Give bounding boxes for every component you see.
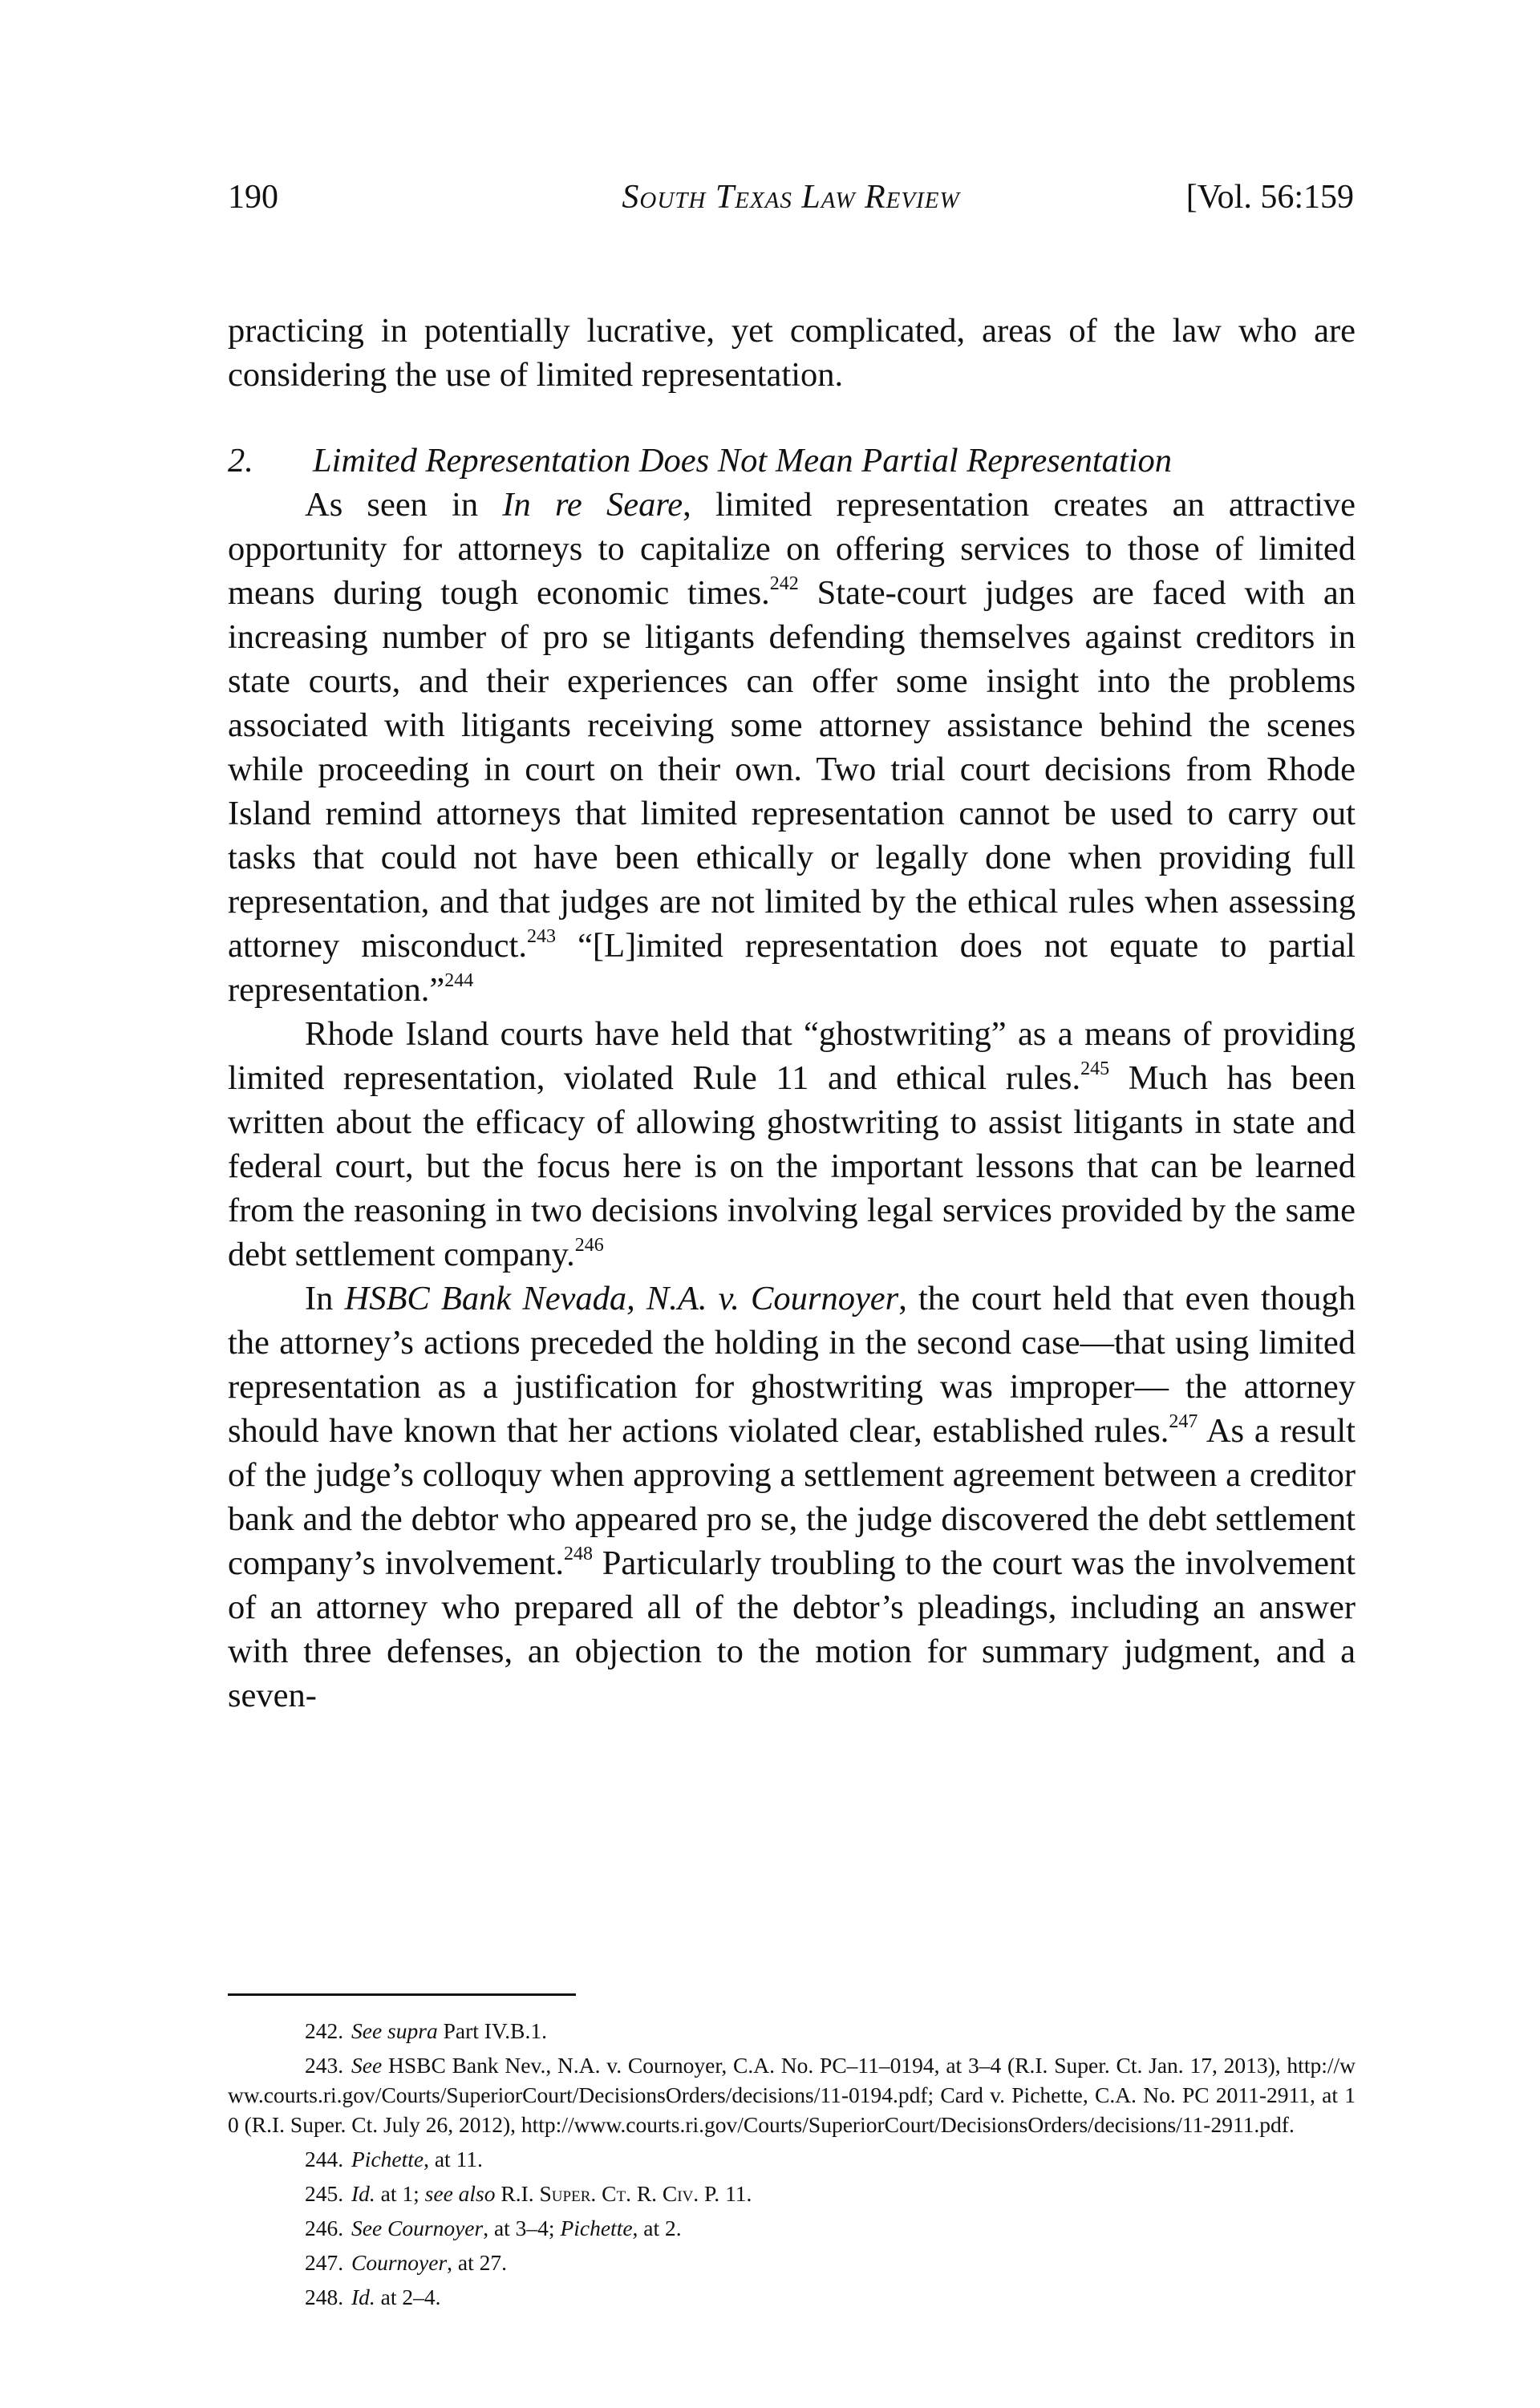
- footnote-242: [228, 2016, 1356, 2046]
- article-body: [228, 309, 1356, 1718]
- text-run: “[L]imited representation does not equate to partial representation.”: [228, 927, 1356, 1009]
- footnote-244: [228, 2144, 1356, 2174]
- footnote-text: at 2–4.: [375, 2285, 441, 2309]
- signal: See Cournoyer: [351, 2216, 484, 2240]
- footnote-243: [228, 2050, 1356, 2139]
- text-run: Particularly troubling to the court was the involvement of an attorney who prepared all of the debtor’s pleadings, including an answer with three defenses, an objection to the motion for summary judgment, and a seven-: [228, 1544, 1356, 1714]
- subheading-title: Limited Representation Does Not Mean Partial Representation: [313, 442, 1173, 480]
- subheading-number: 2.: [228, 442, 253, 480]
- case-name: HSBC Bank Nevada, N.A. v. Cournoyer: [344, 1280, 899, 1317]
- footnote-text: 11.: [719, 2181, 752, 2206]
- continued-paragraph: practicing in potentially lucrative, yet complicated, areas of the law who are considering the use of limited representation.: [228, 312, 1356, 394]
- footnote-ref: 243: [526, 926, 556, 947]
- rule-citation: Super. Ct. R. Civ. P.: [539, 2181, 720, 2206]
- text-run: , the court held that even though the attorney’s actions preceded the holding in the second case—that using limited representation as a justification for ghostwriting was improper— the attorney should have known that her actions violated clear, established rules.: [228, 1280, 1356, 1450]
- signal: see also: [424, 2181, 496, 2206]
- case-name: Pichette: [560, 2216, 633, 2240]
- volume-citation: [Vol. 56:159: [1185, 179, 1354, 216]
- case-name: In re Seare: [502, 486, 683, 524]
- text-run: , limited representation creates an attractive opportunity for attorneys to capitalize on offering services to those of limited means during tough economic times.: [228, 486, 1356, 612]
- signal: Id.: [351, 2181, 375, 2206]
- footnote-number: 245.: [305, 2181, 344, 2206]
- footnote-text: HSBC Bank Nev., N.A. v. Cournoyer, C.A. No. PC–11–0194, at 3–4 (R.I. Super. Ct. Jan. 17, 2013), http://www.courts.ri.gov/Courts/SuperiorCourt/DecisionsOrders/decisions/11-0194.pdf; Card v. Pichette, C.A. No. PC 2011-2911, at 10 (R.I. Super. Ct. July 26, 2012), http://www.courts.ri.gov/Courts/SuperiorCourt/DecisionsOrders/decisions/11-2911.pdf.: [228, 2053, 1356, 2137]
- signal: Id.: [351, 2285, 375, 2309]
- case-name: Pichette: [351, 2147, 424, 2171]
- footnote-number: 244.: [305, 2147, 344, 2171]
- footnote-ref: 248: [563, 1544, 593, 1564]
- paragraph-seare: [228, 483, 1356, 1012]
- signal: See supra: [351, 2018, 438, 2043]
- footnote-number: 243.: [305, 2053, 344, 2078]
- footnote-divider: [228, 1993, 576, 1996]
- footnote-text: , at 2.: [632, 2216, 682, 2240]
- footnote-248: [228, 2282, 1356, 2312]
- footnote-number: 246.: [305, 2216, 344, 2240]
- footnote-number: 242.: [305, 2018, 344, 2043]
- footnote-246: [228, 2213, 1356, 2243]
- footnote-ref: 246: [574, 1235, 604, 1256]
- footnote-number: 248.: [305, 2285, 344, 2309]
- page-number: 190: [228, 179, 278, 216]
- footnote-ref: 242: [769, 573, 799, 594]
- footnote-ref: 244: [444, 970, 474, 991]
- footnote-ref: 245: [1080, 1058, 1110, 1079]
- signal: See: [351, 2053, 383, 2078]
- paragraph-cournoyer: [228, 1277, 1356, 1718]
- text-run: As seen in: [305, 486, 503, 524]
- text-run: Much has been written about the efficacy of allowing ghostwriting to assist litigants in state and federal court, but the focus here is on the important lessons that can be learned from the reasoning in two decisions involving legal services provided by the same debt settlement company.: [228, 1059, 1356, 1273]
- text-run: Rhode Island courts have held that “ghostwriting” as a means of providing limited representation, violated Rule 11 and ethical rules.: [228, 1015, 1356, 1097]
- footnote-number: 247.: [305, 2250, 344, 2275]
- footnotes: [228, 2016, 1356, 2317]
- text-run: State-court judges are faced with an increasing number of pro se litigants defending themselves against creditors in state courts, and their experiences can offer some insight into the problems associated with litigants receiving some attorney assistance behind the scenes while proceeding in court on their own. Two trial court decisions from Rhode Island remind attorneys that limited representation cannot be used to carry out tasks that could not have been ethically or legally done when providing full representation, and that judges are not limited by the ethical rules when assessing attorney misconduct.: [228, 574, 1356, 965]
- footnote-text: , at 3–4;: [483, 2216, 561, 2240]
- section-subheading: [228, 439, 1356, 483]
- text-run: As a result of the judge’s colloquy when approving a settlement agreement between a creditor bank and the debtor who appeared pro se, the judge discovered the debt settlement company’s involvement.: [228, 1412, 1356, 1582]
- footnote-ref: 247: [1169, 1411, 1198, 1432]
- footnote-text: R.I.: [495, 2181, 540, 2206]
- footnote-247: [228, 2248, 1356, 2277]
- footnote-text: at 1;: [375, 2181, 425, 2206]
- footnote-text: , at 27.: [447, 2250, 508, 2275]
- case-name: Cournoyer: [351, 2250, 448, 2275]
- paragraph-ghostwriting: [228, 1012, 1356, 1277]
- text-run: In: [305, 1280, 345, 1317]
- footnote-245: [228, 2179, 1356, 2208]
- journal-title: South Texas Law Review: [622, 179, 960, 216]
- footnote-text: Part IV.B.1.: [437, 2018, 547, 2043]
- footnote-text: , at 11.: [424, 2147, 483, 2171]
- running-header: [228, 178, 1354, 226]
